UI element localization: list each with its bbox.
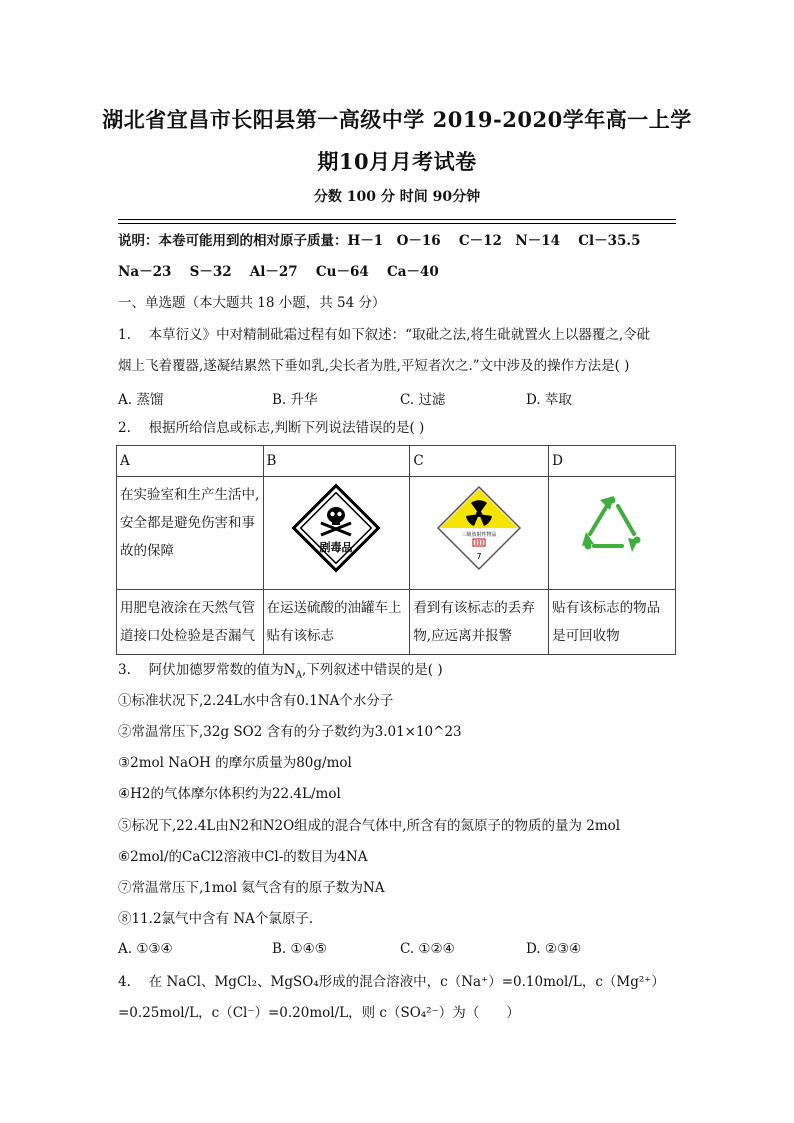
q2-cell-c-sign: [410, 477, 549, 590]
q3-option-a: A. ①③④: [118, 941, 173, 957]
q1-option-b: B. 升华: [272, 392, 318, 408]
q2-image-row: [117, 477, 676, 590]
q3-option-c: C. ①②④: [400, 941, 455, 957]
q2-header-c: C: [410, 446, 549, 477]
q2-desc-row: [117, 590, 676, 655]
q3-stem: 3. 阿伏加德罗常数的值为$N_A$,下列叙述中错误的是( ): [118, 662, 443, 681]
radiation-sign-class: 7: [476, 552, 482, 561]
q3-item-2: ②常温常压下,32g SO2 含有的分子数约为3.01×10^23: [118, 724, 462, 740]
radiation-sign-label: 三级放射性物品: [461, 532, 497, 538]
q2-cell-d-sign: [549, 477, 676, 590]
note-line1: 说明：本卷可能用到的相对原子质量：H－1 O－16 C－12 N－14 Cl－35.5: [118, 233, 641, 249]
q3-item-5: ⑤标况下,22.4L由N2和N2O组成的混合气体中,所含有的氮原子的物质的量为 2mol: [118, 818, 621, 834]
exam-title-line1: 湖北省宜昌市长阳县第一高级中学 2019-2020学年高一上学: [102, 107, 692, 132]
q2-table: [116, 445, 676, 655]
q2-header-d: D: [549, 446, 676, 477]
q2-cell-b-sign: [263, 477, 410, 590]
poison-sign-label: 剧毒品: [319, 541, 353, 554]
title-rule-top: [118, 219, 676, 220]
q3-option-d: D. ②③④: [526, 941, 582, 957]
q4-stem-line2: =0.25mol/L，c（Cl⁻）=0.20mol/L，则 c（SO₄²⁻）为（ ）: [118, 1005, 520, 1021]
q3-item-1: ①标准状况下,2.24L水中含有0.1NA个水分子: [118, 693, 394, 709]
q2-stem: 2. 根据所给信息或标志,判断下列说法错误的是( ): [118, 420, 425, 436]
q2-desc-c: 看到有该标志的丢弃物,应远离并报警: [410, 590, 549, 655]
radiation-sign-icon: [434, 483, 524, 573]
q1-option-d: D. 萃取: [526, 392, 572, 408]
exam-subtitle: 分数 100 分 时间 90分钟: [313, 189, 481, 205]
q1-option-c: C. 过滤: [400, 392, 446, 408]
q2-header-a: A: [117, 446, 264, 477]
q4-stem-line1: 4. 在 NaCl、MgCl₂、MgSO₄形成的混合溶液中，c（Na⁺）=0.10mol/L，c（Mg²⁺）: [118, 974, 665, 990]
q3-option-b: B. ①④⑤: [272, 941, 327, 957]
q3-item-8: ⑧11.2氯气中含有 NA个氯原子.: [118, 911, 314, 927]
q2-desc-d: 贴有该标志的物品是可回收物: [549, 590, 676, 655]
recycle-icon: [572, 488, 652, 568]
section-heading: 一、单选题（本大题共 18 小题，共 54 分）: [118, 295, 386, 311]
q3-item-4: ④H2的气体摩尔体积约为22.4L/mol: [118, 786, 341, 802]
exam-title-line2: 期10月月考试卷: [317, 149, 477, 174]
q3-item-3: ③2mol NaOH 的摩尔质量为80g/mol: [118, 755, 352, 771]
q2-cell-a-text: 在实验室和生产生活中,安全都是避免伤害和事故的保障: [117, 477, 264, 590]
q3-item-7: ⑦常温常压下,1mol 氦气含有的原子数为NA: [118, 880, 385, 896]
title-rule-bottom: [118, 223, 676, 224]
note-line2: Na－23 S－32 Al－27 Cu－64 Ca－40: [118, 264, 439, 280]
q2-header-row: [117, 446, 676, 477]
q1-option-a: A. 蒸馏: [118, 392, 164, 408]
q1-stem-line2: 烟上飞着覆器,遂凝结累然下垂如乳,尖长者为胜,平短者次之.”文中涉及的操作方法是( ): [118, 358, 630, 374]
q2-desc-b: 在运送硫酸的油罐车上贴有该标志: [263, 590, 410, 655]
q2-header-b: B: [263, 446, 410, 477]
q2-desc-a: 用肥皂液涂在天然气管道接口处检验是否漏气: [117, 590, 264, 655]
poison-sign-icon: [289, 481, 383, 575]
q3-item-6: ⑥2mol/的CaCl2溶液中Cl-的数目为4NA: [118, 849, 368, 865]
q1-stem-line1: 1. 本草衍义》中对精制砒霜过程有如下叙述：“取砒之法,将生砒就置火上以器覆之,令砒: [118, 327, 651, 343]
